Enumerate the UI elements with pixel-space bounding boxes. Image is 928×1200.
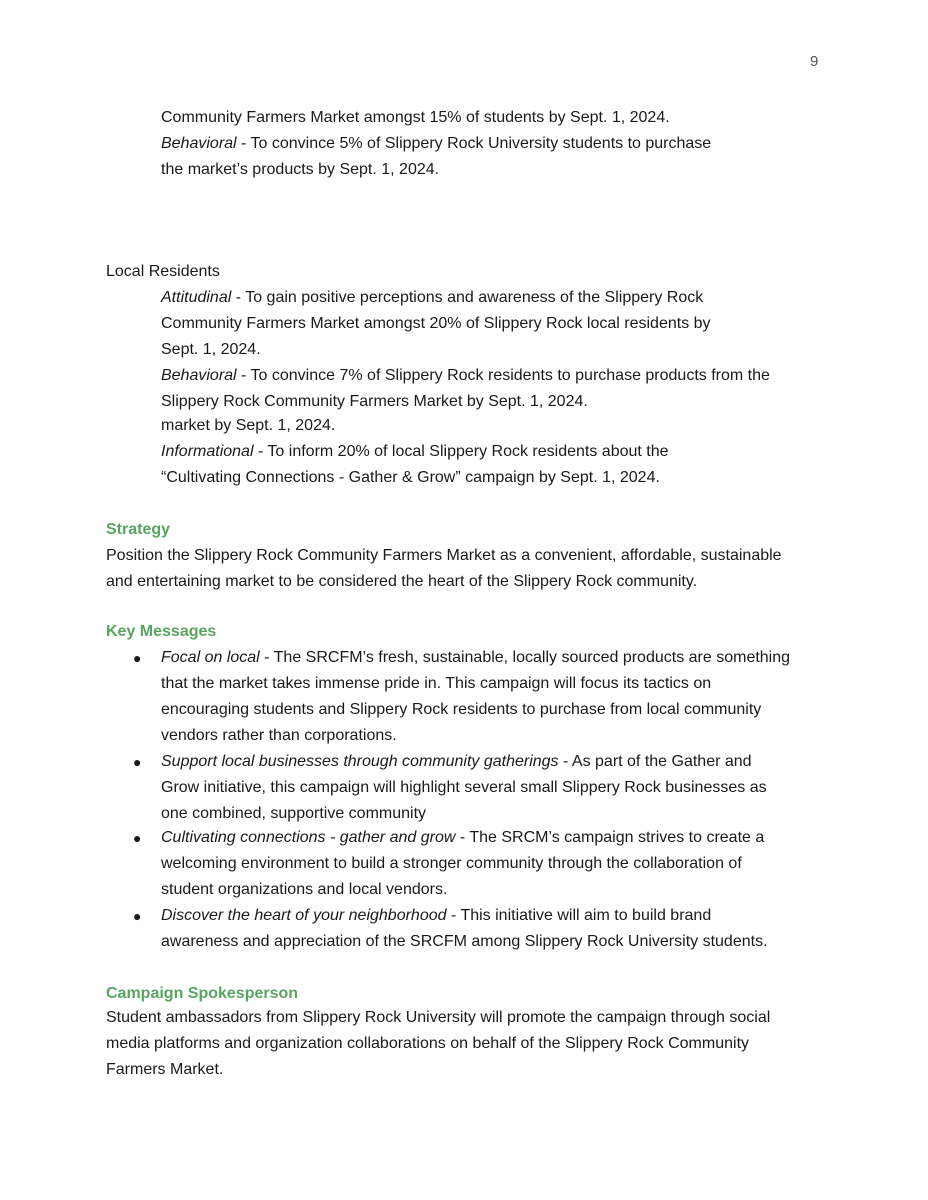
heading-campaign-spokesperson: Campaign Spokesperson [106,985,299,1002]
key-message-item [161,903,711,929]
objective-behavioral [161,363,770,389]
key-message-line: welcoming environment to build a stronger community through the collaboration of [161,855,742,872]
spokesperson-line: Farmers Market. [106,1061,224,1078]
section-title-local-residents: Local Residents [106,263,220,280]
objective-label: Behavioral [161,135,237,152]
key-message-text: - The SRCM’s campaign strives to create a [455,829,765,846]
spokesperson-line: Student ambassadors from Slippery Rock University will promote the campaign through social [106,1009,771,1026]
objective-text: - To convince 5% of Slippery Rock University students to purchase [236,135,712,152]
objective-label: Attitudinal [161,289,232,306]
heading-key-messages: Key Messages [106,623,217,640]
objective-text: - To convince 7% of Slippery Rock residents to purchase products from the [236,367,770,384]
objective-line: Sept. 1, 2024. [161,341,261,358]
key-message-line: vendors rather than corporations. [161,727,397,744]
objective-text: - To gain positive perceptions and awareness of the Slippery Rock [231,289,704,306]
bullet-icon: ● [133,830,142,846]
key-message-line: awareness and appreciation of the SRCFM among Slippery Rock University students. [161,933,768,950]
objective-line: “Cultivating Connections - Gather & Grow” campaign by Sept. 1, 2024. [161,469,660,486]
objective-text: - To inform 20% of local Slippery Rock residents about the [253,443,669,460]
strategy-line: and entertaining market to be considered the heart of the Slippery Rock community. [106,573,698,590]
key-message-line: one combined, supportive community [161,805,427,822]
bullet-icon: ● [133,908,142,924]
key-message-line: that the market takes immense pride in. This campaign will focus its tactics on [161,675,712,692]
key-message-label: Focal on local [161,649,260,666]
objective-line: Community Farmers Market amongst 20% of Slippery Rock local residents by [161,315,711,332]
page-number: 9 [810,53,819,70]
key-message-line: student organizations and local vendors. [161,881,448,898]
key-message-label: Support local businesses through community gatherings [161,753,559,770]
key-message-line: encouraging students and Slippery Rock residents to purchase from local community [161,701,762,718]
strategy-line: Position the Slippery Rock Community Farmers Market as a convenient, affordable, sustainable [106,547,782,564]
objective-label: Informational [161,443,254,460]
objective-line: market by Sept. 1, 2024. [161,417,336,434]
key-message-label: Cultivating connections - gather and grow [161,829,456,846]
bullet-icon: ● [133,754,142,770]
spokesperson-line: media platforms and organization collaborations on behalf of the Slippery Rock Community [106,1035,750,1052]
objective-line: Slippery Rock Community Farmers Market by Sept. 1, 2024. [161,393,588,410]
objective-label: Behavioral [161,367,237,384]
key-message-item [161,645,790,671]
objective-behavioral [161,131,711,157]
objective-line: Community Farmers Market amongst 15% of students by Sept. 1, 2024. [161,109,670,126]
objective-informational [161,439,669,465]
objective-line: the market’s products by Sept. 1, 2024. [161,161,440,178]
bullet-icon: ● [133,650,142,666]
objective-attitudinal [161,285,703,311]
key-message-text: - This initiative will aim to build brand [446,907,712,924]
heading-strategy: Strategy [106,521,171,538]
key-message-item [161,749,752,775]
key-message-label: Discover the heart of your neighborhood [161,907,447,924]
key-message-text: - As part of the Gather and [558,753,752,770]
key-message-text: - The SRCFM’s fresh, sustainable, locally sourced products are something [259,649,791,666]
key-message-item [161,825,764,851]
key-message-line: Grow initiative, this campaign will highlight several small Slippery Rock businesses as [161,779,767,796]
